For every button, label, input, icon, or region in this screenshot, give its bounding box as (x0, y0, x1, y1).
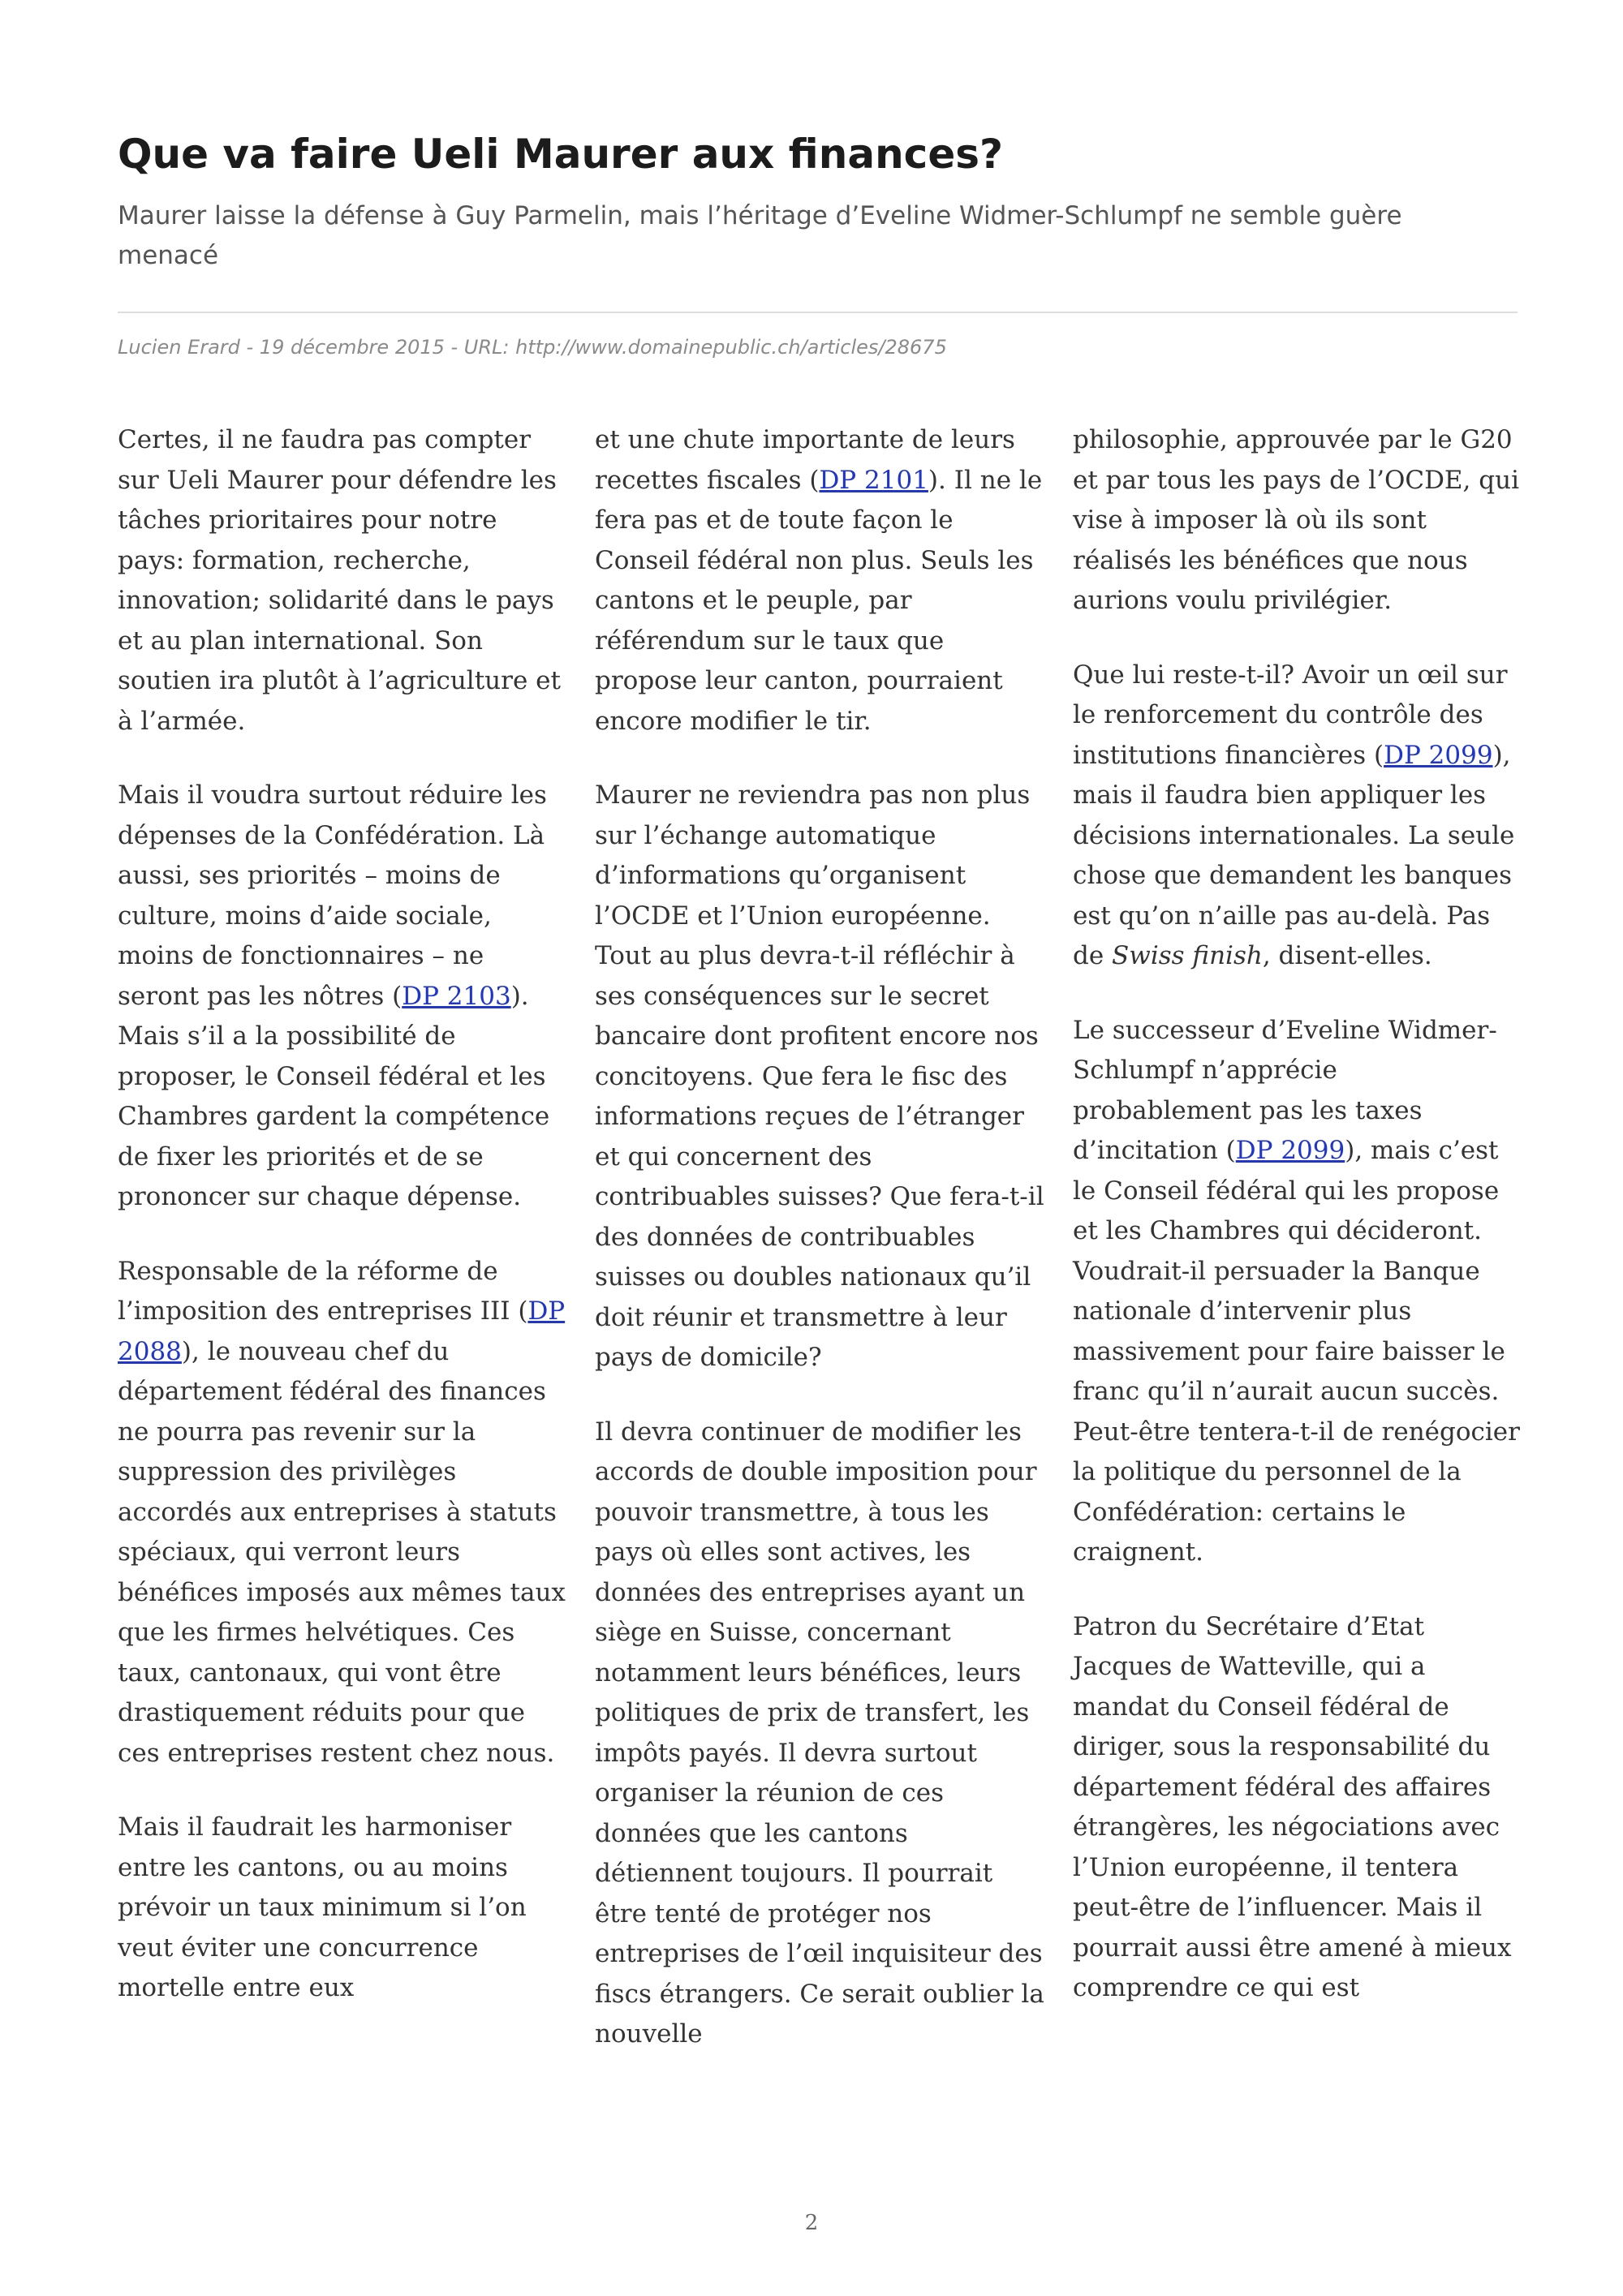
paragraph: Il devra continuer de modifier les accords de double imposition pour pouvoir transmettre, à tous les pays où elles sont actives, les données des entreprises ayant un siège en Suisse, concernant notamment leurs bénéfices, leurs politiques de prix de transfert, les impôts payés. Il devra surtout organiser la réunion de ces données que les cantons détiennent toujours. Il pourrait être tenté de protéger nos entreprises de l’œil inquisiteur des fiscs étrangers. Ce serait oublier la nouvelle (595, 1417, 1044, 2049)
paragraph: Que lui reste-t-il? Avoir un œil sur le renforcement du contrôle des institutions financières (DP 2099), mais il faudra bien appliquer les décisions internationales. La seule chose que demandent les banques est qu’on n’aille pas au-delà. Pas de Swiss finish, disent-elles. (1073, 660, 1515, 970)
text-column-2 (595, 420, 1045, 2089)
dp-2099-link[interactable]: DP 2099 (1235, 1136, 1345, 1165)
paragraph: et une chute importante de leurs recettes fiscales (DP 2101). Il ne le fera pas et de toute façon le Conseil fédéral non plus. Seuls les cantons et le peuple, par référendum sur le taux que propose leur canton, pourraient encore modifier le tir. (595, 425, 1043, 736)
emphasis-swiss-finish: Swiss finish (1112, 941, 1263, 970)
paragraph: philosophie, approuvée par le G20 et par tous les pays de l’OCDE, qui vise à imposer là où ils sont réalisés les bénéfices que nous aurions voulu privilégier. (1073, 425, 1519, 615)
dp-2099-link[interactable]: DP 2099 (1384, 740, 1493, 770)
paragraph: Le successeur d’Eveline Widmer-Schlumpf n’apprécie probablement pas les taxes d’incitation (DP 2099), mais c’est le Conseil fédéral qui les propose et les Chambres qui décideront. Voudrait-il persuader la Banque nationale d’intervenir plus massivement pour faire baisser le franc qu’il n’aurait aucun succès. Peut-être tentera-t-il de renégocier la politique du personnel de la Confédération: certains le craignent. (1073, 1015, 1520, 1567)
text-column-3 (1073, 420, 1523, 2043)
paragraph: Patron du Secrétaire d’Etat Jacques de Watteville, qui a mandat du Conseil fédéral de diriger, sous la responsabilité du département fédéral des affaires étrangères, les négociations avec l’Union européenne, il tentera peut-être de l’influencer. Mais il pourrait aussi être amené à mieux comprendre ce qui est (1073, 1611, 1512, 2002)
header-divider (118, 312, 1518, 313)
article-subtitle: Maurer laisse la défense à Guy Parmelin, mais l’héritage d’Eveline Widmer-Schlumpf ne semble guère menacé (118, 201, 1402, 270)
paragraph: Mais il faudrait les harmoniser entre les cantons, ou au moins prévoir un taux minimum si l’on veut éviter une concurrence mortelle entre eux (118, 1812, 527, 2002)
paragraph: Certes, il ne faudra pas compter sur Ueli Maurer pour défendre les tâches prioritaires pour notre pays: formation, recherche, innovation; solidarité dans le pays et au plan international. Son soutien ira plutôt à l’agriculture et à l’armée. (118, 425, 561, 736)
dp-2088-link[interactable]: DP 2088 (118, 1296, 566, 1366)
paragraph: Responsable de la réforme de l’imposition des entreprises III (DP 2088), le nouveau chef du département fédéral des finances ne pourra pas revenir sur la suppression des privilèges accordés aux entreprises à statuts spéciaux, qui verront leurs bénéfices imposés aux mêmes taux que les firmes helvétiques. Ces taux, cantonaux, qui vont être drastiquement réduits pour que ces entreprises restent chez nous. (118, 1256, 566, 1768)
paragraph: Maurer ne reviendra pas non plus sur l’échange automatique d’informations qu’organisent l’OCDE et l’Union européenne. Tout au plus devra-t-il réfléchir à ses conséquences sur le secret bancaire dont profitent encore nos concitoyens. Que fera le fisc des informations reçues de l’étranger et qui concernent des contribuables suisses? Que fera-t-il des données de contribuables suisses ou doubles nationaux qu’il doit réunir et transmettre à leur pays de domicile? (595, 780, 1044, 1372)
article-meta: Lucien Erard - 19 décembre 2015 - URL: http://www.domainepublic.ch/articles/28675 (118, 336, 947, 359)
article-title: Que va faire Ueli Maurer aux finances? (118, 131, 1003, 178)
paragraph: Mais il voudra surtout réduire les dépenses de la Confédération. Là aussi, ses priorités – moins de culture, moins d’aide sociale, moins de fonctionnaires – ne seront pas les nôtres (DP 2103). Mais s’il a la possibilité de proposer, le Conseil fédéral et les Chambres gardent la compétence de fixer les priorités et de se prononcer sur chaque dépense. (118, 780, 550, 1211)
dp-2103-link[interactable]: DP 2103 (402, 981, 511, 1011)
text-column-1 (118, 420, 568, 2043)
page-number: 2 (804, 2211, 819, 2235)
dp-2101-link[interactable]: DP 2101 (819, 465, 928, 495)
